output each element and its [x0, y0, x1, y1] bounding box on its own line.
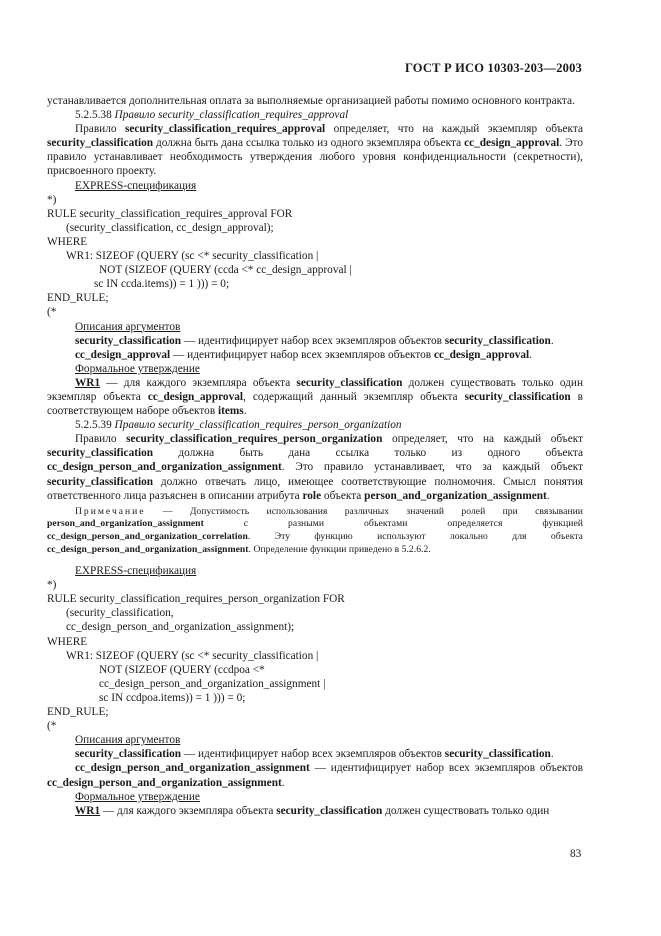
note-paragraph [47, 506, 583, 556]
code-line: RULE security_classification_requires_person_organization FOR [47, 593, 345, 606]
text-run: . Определение функции приведено в 5.2.6.2. [248, 543, 431, 555]
entity-name: cc_design_approval [433, 348, 530, 361]
where-rule-name: WR1 [75, 804, 101, 817]
argument-name: cc_design_approval [75, 348, 171, 361]
entity-name: security_classification [47, 475, 154, 488]
entity-name: security_classification [296, 376, 403, 389]
code-line: NOT (SIZEOF (QUERY (ccdpoa <* [99, 663, 265, 676]
argument-description: security_classification — идентифицирует набор всех экземпляров объектов security_classification. [75, 334, 554, 347]
note-label: Примечание [75, 505, 146, 517]
entity-name: cc_design_person_and_organization_assignment [47, 543, 249, 555]
code-line: cc_design_person_and_organization_assignment); [66, 621, 295, 634]
code-line: (* [47, 306, 57, 319]
text-run: должен существовать только один экземпляр объекта [47, 376, 583, 403]
code-line: RULE security_classification_requires_approval FOR [47, 207, 293, 220]
formal-statement-label [47, 362, 583, 376]
argument-name: security_classification [75, 334, 182, 347]
text-run: Правило [75, 123, 125, 136]
section-heading-5-2-5-39 [47, 418, 583, 432]
express-spec-label [47, 179, 583, 193]
arguments-label [47, 733, 583, 747]
section-number: 5.2.5.39 [75, 419, 115, 432]
rule-name: security_classification_requires_person_organization [126, 433, 383, 446]
text-run: определяет, что на каждый экземпляр объекта [325, 123, 583, 136]
text-run: в соответствующем наборе объектов [47, 390, 584, 418]
argument-description: security_classification — идентифицирует набор всех экземпляров объектов security_classification. [75, 748, 554, 761]
formal-statement-label [47, 790, 583, 804]
where-rule-name: WR1 [75, 376, 101, 389]
code-line: WR1: SIZEOF (QUERY (sc <* security_classification | [66, 649, 319, 662]
code-line: (* [47, 720, 57, 733]
entity-name: security_classification [444, 334, 551, 347]
entity-name: person_and_organization_assignment [47, 518, 204, 530]
text-run: — Допустимость использования различных значений ролей при связывании [145, 505, 583, 517]
text-run: . Это правило устанавливает, что за каждый объект [281, 461, 583, 474]
entity-name: security_classification [276, 804, 383, 817]
text-run: — идентифицирует набор всех экземпляров объектов [309, 762, 583, 775]
rule-description-paragraph [47, 122, 583, 178]
text-run: должен существовать только один [382, 804, 550, 817]
text-run: Правило [75, 433, 127, 446]
argument-description: cc_design_person_and_organization_assignment — идентифицирует набор всех экземпляров объектов cc_design_person_and_organization_assignment. [47, 762, 583, 789]
section-title: Правило security_classification_requires_person_organization [114, 419, 402, 432]
section-heading-5-2-5-38 [47, 108, 583, 122]
code-line: sc IN ccda.items)) = 1 ))) = 0; [94, 278, 230, 291]
text-run: — для каждого экземпляра объекта [100, 804, 277, 817]
code-line: (security_classification, [66, 607, 174, 620]
text-run: — идентифицирует набор всех экземпляров объектов [170, 348, 434, 361]
text-run: должно отвечать лицо, имеющее соответствующие полномочия. Смысл понятия ответственного лица разъяснен в описании атрибута [47, 475, 583, 502]
paragraph-continuation: устанавливается дополнительная оплата за выполняемые организацией работы помимо основного контракта. [47, 95, 575, 107]
text-run: должна быть дана ссылка только из одного экземпляра объекта [153, 137, 465, 150]
section-number: 5.2.5.38 [75, 109, 115, 122]
code-line: *) [47, 193, 57, 206]
argument-name: security_classification [75, 748, 182, 761]
code-line: sc IN ccdpoa.items)) = 1 ))) = 0; [99, 691, 246, 704]
code-line: WHERE [47, 235, 88, 248]
page-number: 83 [570, 848, 582, 860]
argument-description: cc_design_approval — идентифицирует набор всех экземпляров объектов cc_design_approval. [75, 348, 532, 361]
rule-name: security_classification_requires_approval [124, 123, 326, 136]
entity-name: cc_design_approval [464, 137, 560, 150]
text-run: определяет, что на каждый объект [382, 433, 584, 446]
code-line: NOT (SIZEOF (QUERY (ccda <* cc_design_approval | [99, 264, 352, 277]
text-run: — для каждого экземпляра объекта [100, 376, 297, 389]
text-run: , содержащий данный экземпляр объекта [243, 390, 465, 403]
text-run: . Эту функцию используют локально для объекта [247, 530, 583, 542]
rule-description-paragraph: Правило security_classification_requires_person_organization определяет, что на каждый объект security_classification должна быть дана ссылка только из одного объекта cc_design_person_and_organization_assignment. Это правило устанавливает, что за каждый объект security_classification должно отвечать лицо, имеющее соответствующие полномочия. Смысл понятия ответственного лица разъяснен в описании атрибута role объекта person_and_organization_assignment. [47, 433, 584, 502]
text-run: с разными объектами определяется функцией [203, 518, 583, 530]
text-run: должна быть дана ссылка только из одного объекта [153, 447, 583, 460]
attribute-name: items [217, 405, 244, 418]
entity-name: cc_design_person_and_organization_assignment [47, 776, 282, 789]
section-title: Правило security_classification_requires_approval [114, 109, 349, 122]
express-spec-label [47, 564, 583, 578]
text-run: . Это правило устанавливает необходимость утверждения любого уровня конфиденциальности (секретности), присвоенного проекту. [47, 137, 583, 178]
express-label-text: EXPRESS-спецификация [75, 179, 197, 192]
entity-name: security_classification [47, 447, 154, 460]
entity-name: security_classification [47, 137, 154, 150]
entity-name: cc_design_person_and_organization_assignment [47, 461, 282, 474]
formal-statement: WR1 — для каждого экземпляра объекта security_classification должен существовать только один экземпляр объекта cc_design_approval, содержащий данный экземпляр объекта security_classification в соответствующем наборе объектов items. [47, 376, 584, 418]
entity-name: security_classification [444, 748, 551, 761]
formal-statement [47, 804, 583, 818]
document-header: ГОСТ Р ИСО 10303-203—2003 [404, 61, 582, 75]
document-body [47, 94, 583, 818]
code-line: cc_design_person_and_organization_assignment | [99, 677, 326, 690]
attribute-name: role [302, 489, 322, 502]
code-line: WR1: SIZEOF (QUERY (sc <* security_classification | [66, 250, 319, 263]
arguments-label-text: Описания аргументов [75, 734, 181, 747]
text-run: — идентифицирует набор всех экземпляров объектов [181, 748, 445, 761]
text-run: объекта [321, 489, 365, 502]
code-line: WHERE [47, 635, 88, 648]
argument-name: cc_design_person_and_organization_assignment [75, 762, 310, 775]
text-run: — идентифицирует набор всех экземпляров объектов [181, 334, 445, 347]
arguments-label-text: Описания аргументов [75, 320, 181, 333]
function-name: cc_design_person_and_organization_correlation [47, 530, 248, 542]
arguments-label [47, 320, 583, 334]
code-line: END_RULE; [47, 706, 109, 719]
entity-name: cc_design_approval [147, 390, 244, 403]
entity-name: person_and_organization_assignment [364, 489, 547, 502]
formal-label-text: Формальное утверждение [75, 790, 200, 803]
entity-name: security_classification [464, 390, 571, 403]
express-label-text: EXPRESS-спецификация [75, 565, 197, 578]
code-line: END_RULE; [47, 292, 109, 305]
code-line: *) [47, 579, 57, 592]
formal-label-text: Формальное утверждение [75, 362, 200, 375]
code-line: (security_classification, cc_design_approval); [66, 221, 274, 234]
